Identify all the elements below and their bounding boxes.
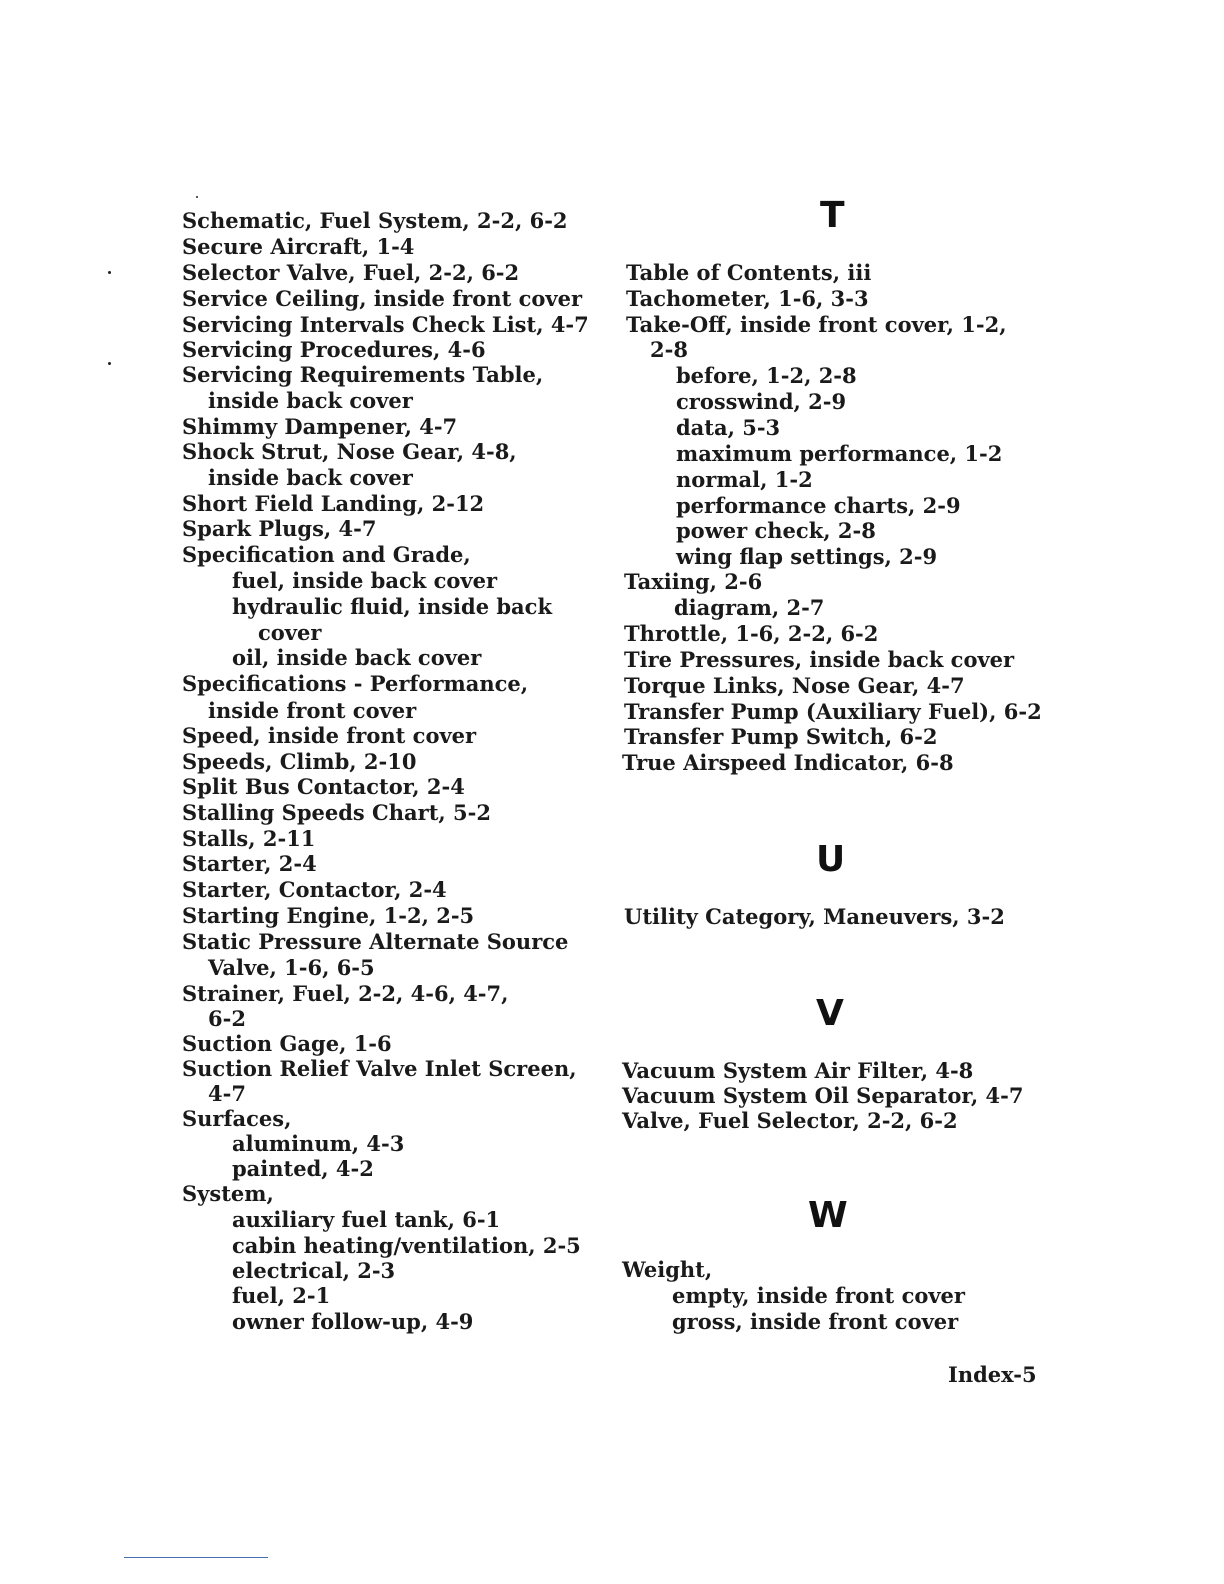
index-subentry: fuel, 2-1	[232, 1283, 331, 1308]
index-subentry: painted, 4-2	[232, 1156, 374, 1181]
scan-speck	[108, 271, 111, 274]
index-entry: Speeds, Climb, 2-10	[182, 749, 417, 774]
index-entry: Static Pressure Alternate Source	[182, 929, 569, 954]
index-entry-continuation: Valve, 1-6, 6-5	[208, 955, 375, 980]
index-entry: Schematic, Fuel System, 2-2, 6-2	[182, 208, 568, 233]
index-entry: Transfer Pump Switch, 6-2	[624, 724, 938, 749]
index-subentry: aluminum, 4-3	[232, 1131, 405, 1156]
index-subentry: data, 5-3	[676, 415, 781, 440]
index-entry: Vacuum System Oil Separator, 4-7	[622, 1083, 1024, 1108]
index-entry: Valve, Fuel Selector, 2-2, 6-2	[622, 1108, 958, 1133]
page-number: Index-5	[948, 1362, 1037, 1387]
index-entry-continuation: 2-8	[650, 337, 688, 362]
scan-speck	[196, 196, 198, 198]
index-entry: True Airspeed Indicator, 6-8	[622, 750, 954, 775]
index-entry: Strainer, Fuel, 2-2, 4-6, 4-7,	[182, 981, 509, 1006]
index-entry: Spark Plugs, 4-7	[182, 516, 377, 541]
index-subentry: maximum performance, 1-2	[676, 441, 1003, 466]
index-entry: Secure Aircraft, 1-4	[182, 234, 415, 259]
index-entry: Surfaces,	[182, 1106, 292, 1131]
footer-rule	[124, 1557, 268, 1558]
index-entry-continuation: inside back cover	[208, 388, 413, 413]
index-entry-continuation: inside front cover	[208, 698, 417, 723]
scan-speck	[108, 362, 111, 365]
index-subentry: auxiliary fuel tank, 6-1	[232, 1207, 501, 1232]
index-subentry: diagram, 2-7	[674, 595, 825, 620]
index-entry: Throttle, 1-6, 2-2, 6-2	[624, 621, 879, 646]
index-entry: Servicing Procedures, 4-6	[182, 337, 486, 362]
index-subentry: gross, inside front cover	[672, 1309, 959, 1334]
index-entry: Torque Links, Nose Gear, 4-7	[624, 673, 965, 698]
index-entry: Servicing Intervals Check List, 4-7	[182, 312, 589, 337]
index-entry: Shimmy Dampener, 4-7	[182, 414, 458, 439]
index-entry-continuation: 6-2	[208, 1006, 246, 1031]
index-subentry: electrical, 2-3	[232, 1258, 396, 1283]
index-entry: Servicing Requirements Table,	[182, 362, 544, 387]
index-subentry: cabin heating/ventilation, 2-5	[232, 1233, 581, 1258]
index-entry: Split Bus Contactor, 2-4	[182, 774, 465, 799]
index-subentry: wing flap settings, 2-9	[676, 544, 938, 569]
index-entry: Tachometer, 1-6, 3-3	[626, 286, 869, 311]
index-entry: Table of Contents, iii	[626, 260, 872, 285]
index-entry: Starting Engine, 1-2, 2-5	[182, 903, 475, 928]
index-entry: Service Ceiling, inside front cover	[182, 286, 583, 311]
index-subentry-continuation: cover	[258, 620, 322, 645]
index-entry: Stalling Speeds Chart, 5-2	[182, 800, 491, 825]
index-entry: Suction Gage, 1-6	[182, 1031, 392, 1056]
index-entry: Vacuum System Air Filter, 4-8	[622, 1058, 974, 1083]
index-entry: Starter, 2-4	[182, 851, 317, 876]
index-entry: Speed, inside front cover	[182, 723, 477, 748]
index-subentry: before, 1-2, 2-8	[676, 363, 857, 388]
index-entry: System,	[182, 1181, 274, 1206]
index-entry: Specification and Grade,	[182, 542, 471, 567]
index-subentry: performance charts, 2-9	[676, 493, 961, 518]
index-entry-continuation: inside back cover	[208, 465, 413, 490]
section-letter-u: U	[816, 839, 846, 880]
index-subentry: hydraulic fluid, inside back	[232, 594, 552, 619]
index-entry: Weight,	[622, 1257, 713, 1282]
index-entry: Specifications - Performance,	[182, 671, 529, 696]
index-entry-continuation: 4-7	[208, 1081, 246, 1106]
index-entry: Take-Off, inside front cover, 1-2,	[626, 312, 1007, 337]
index-entry: Selector Valve, Fuel, 2-2, 6-2	[182, 260, 520, 285]
index-entry: Shock Strut, Nose Gear, 4-8,	[182, 439, 517, 464]
index-entry: Utility Category, Maneuvers, 3-2	[624, 904, 1005, 929]
section-letter-t: T	[820, 195, 845, 236]
section-letter-v: V	[816, 993, 844, 1034]
section-letter-w: W	[808, 1195, 848, 1236]
index-subentry: owner follow-up, 4-9	[232, 1309, 474, 1334]
index-subentry: crosswind, 2-9	[676, 389, 847, 414]
index-entry: Stalls, 2-11	[182, 826, 316, 851]
index-entry: Tire Pressures, inside back cover	[624, 647, 1015, 672]
index-entry: Suction Relief Valve Inlet Screen,	[182, 1056, 577, 1081]
index-entry: Starter, Contactor, 2-4	[182, 877, 447, 902]
index-subentry: power check, 2-8	[676, 518, 876, 543]
index-entry: Transfer Pump (Auxiliary Fuel), 6-2	[624, 699, 1042, 724]
index-subentry: oil, inside back cover	[232, 645, 482, 670]
index-subentry: empty, inside front cover	[672, 1283, 965, 1308]
index-subentry: fuel, inside back cover	[232, 568, 498, 593]
index-entry: Short Field Landing, 2-12	[182, 491, 485, 516]
index-subentry: normal, 1-2	[676, 467, 813, 492]
index-entry: Taxiing, 2-6	[624, 569, 763, 594]
